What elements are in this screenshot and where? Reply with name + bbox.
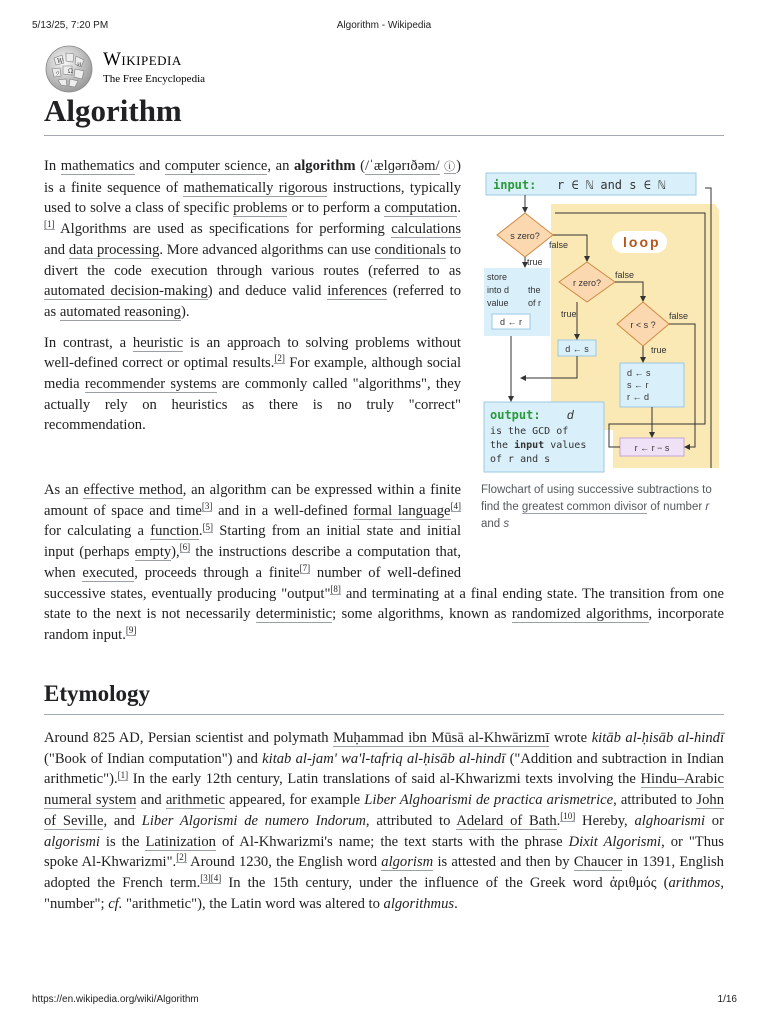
wikipedia-globe-logo[interactable] — [44, 44, 94, 94]
swap-line-1: d ← s — [627, 368, 651, 378]
true-label-1: true — [527, 257, 543, 267]
swap-line-3: r ← d — [627, 392, 650, 402]
link-randomized-algorithms[interactable]: randomized algorithms — [511, 606, 649, 623]
cite-7[interactable]: [7] — [299, 562, 311, 573]
title-divider — [44, 135, 724, 136]
cite-9[interactable]: [9] — [125, 625, 137, 636]
link-function[interactable]: function — [150, 523, 199, 540]
store-line-2: into d — [487, 285, 510, 295]
print-doc-title: Algorithm - Wikipedia — [336, 20, 432, 31]
etymology-divider — [44, 714, 724, 715]
false-label-2: false — [615, 270, 635, 280]
cite-2[interactable]: [2] — [274, 353, 285, 364]
link-arithmetic[interactable]: arithmetic — [165, 792, 225, 809]
flowchart-caption: Flowchart of using successive subtractions to find the greatest common divisor of number r and s — [481, 484, 712, 530]
svg-text:И: И — [77, 62, 82, 68]
cite-8[interactable]: [8] — [330, 583, 341, 594]
link-hindu-arabic-numeral-system[interactable]: Hindu–Arabic numeral system — [44, 771, 724, 809]
link-pronunciation[interactable]: /ˈælɡərɪðəm/ — [365, 158, 440, 174]
figure-spacer — [461, 480, 724, 563]
link-algorism[interactable]: algorism — [381, 854, 434, 871]
true-label-2: true — [561, 309, 577, 319]
link-conditionals[interactable]: conditionals — [374, 241, 446, 258]
output-line-4: of r and s — [490, 454, 551, 465]
r-minus-s-label: r ← r − s — [634, 443, 670, 453]
store-line-3: value — [487, 298, 509, 308]
cite-5[interactable]: [5] — [202, 521, 214, 532]
cite-3[interactable]: [3] — [201, 500, 213, 511]
print-page-number: 1/16 — [717, 994, 737, 1005]
page-title: Algorithm — [44, 93, 182, 128]
cite-ety-2[interactable]: [2] — [176, 852, 187, 863]
gcd-flowchart — [481, 168, 721, 473]
swap-line-2: s ← r — [627, 380, 649, 390]
output-line-3: the input values — [490, 440, 587, 451]
wikipedia-wordmark[interactable]: Wikipedia — [103, 49, 182, 70]
link-heuristic[interactable]: heuristic — [132, 334, 184, 351]
print-datetime: 5/13/25, 7:20 PM — [32, 20, 109, 31]
link-data-processing[interactable]: data processing — [68, 241, 160, 258]
input-condition: r ∈ ℕ and s ∈ ℕ — [557, 178, 666, 192]
flowchart-figure — [481, 168, 721, 533]
link-empty[interactable]: empty — [134, 544, 172, 561]
cite-ety-3[interactable]: [3] — [200, 873, 211, 884]
link-adelard-of-bath[interactable]: Adelard of Bath — [456, 812, 557, 829]
svg-text:Ω: Ω — [68, 68, 73, 75]
link-al-khwarizmi[interactable]: Muḥammad ibn Mūsā al-Khwārizmī — [333, 730, 550, 746]
svg-text:ウ: ウ — [55, 71, 61, 77]
false-label-1: false — [549, 240, 569, 250]
store-of-r: of r — [528, 298, 542, 308]
etymology-paragraph: Around 825 AD, Persian scientist and polymath Muḥammad ibn Mūsā al-Khwārizmī wrote kitāb al-ḥisāb al-hindī ("Book of Indian computation") and kitab al-jam' wa'l-tafriq al-ḥisāb al-hindī ("Addition and subtraction in Indian arithmetic").[1] In the early 12th century, Latin translations of said al-Khwarizmi texts involving the Hindu–Arabic numeral system and arithmetic appeared, for example Liber Alghoarismi de practica arismetrice, attributed to John of Seville, and Liber Algorismi de numero Indorum, attributed to Adelard of Bath.[10] Hereby, alghoarismi or algorismi is the Latinization of Al-Khwarizmi's name; the text starts with the phrase Dixit Algorismi, or "Thus spoke Al-Khwarizmi".[2] Around 1230, the English word algorism is attested and then by Chaucer in 1391, English adopted the French term.[3][4] In the 15th century, under the influence of the Greek word ἀριθμός (arithmos, "number"; cf. "arithmetic"), the Latin word was altered to algorithmus. — [44, 730, 725, 912]
link-automated-decision-making[interactable]: automated decision-making — [44, 283, 208, 300]
link-latinization[interactable]: Latinization — [145, 833, 216, 850]
cite-1[interactable]: [1] — [44, 219, 55, 230]
d-r-label: d ← r — [499, 317, 523, 327]
link-effective-method[interactable]: effective method — [83, 482, 183, 498]
r-lt-s-label: r < s ? — [630, 320, 656, 330]
cite-ety-4[interactable]: [4] — [210, 873, 222, 884]
etymology-heading: Etymology — [44, 681, 151, 706]
false-label-3: false — [669, 311, 689, 321]
s-zero-label: s zero? — [510, 231, 540, 241]
link-formal-language[interactable]: formal language — [353, 502, 451, 519]
output-line-2: is the GCD of — [490, 426, 569, 437]
link-john-of-seville[interactable]: John of Seville — [44, 792, 724, 829]
r-zero-label: r zero? — [572, 278, 602, 288]
link-greatest-common-divisor[interactable]: greatest common divisor — [521, 501, 648, 513]
heuristic-paragraph: In contrast, a heuristic is an approach to solving problems without well-defined correct or optimal results.[2] For example, although social media recommender systems are commonly called "algorithms", they actually rely on heuristics as there is no truly "correct" recommendation. — [44, 334, 461, 434]
link-calculations[interactable]: calculations — [391, 221, 461, 238]
link-chaucer[interactable]: Chaucer — [573, 854, 623, 871]
audio-listen-icon[interactable]: ⓘ — [444, 161, 457, 173]
link-mathematics[interactable]: mathematics — [60, 158, 135, 174]
cite-4[interactable]: [4] — [450, 500, 461, 511]
wikipedia-tagline: The Free Encyclopedia — [103, 73, 206, 85]
true-label-3: true — [651, 345, 667, 355]
input-keyword: input: — [493, 178, 537, 192]
link-executed[interactable]: executed — [82, 564, 135, 581]
loop-label: loop — [623, 234, 661, 250]
cite-ety-1[interactable]: [1] — [117, 769, 129, 780]
store-the: the — [528, 285, 541, 295]
cite-ety-10[interactable]: [10] — [560, 810, 576, 821]
link-automated-reasoning[interactable]: automated reasoning — [59, 303, 181, 320]
svg-text:W: W — [57, 58, 64, 65]
link-mathematically-rigorous[interactable]: mathematically rigorous — [183, 179, 328, 196]
link-problems[interactable]: problems — [233, 200, 288, 217]
cite-6[interactable]: [6] — [179, 542, 191, 553]
link-computer-science[interactable]: computer science — [164, 158, 268, 174]
print-url: https://en.wikipedia.org/wiki/Algorithm — [32, 994, 199, 1005]
effective-method-paragraph: As an effective method, an algorithm can be expressed within a finite amount of space and time[3] and in a well-defined formal language[4] for calculating a function.[5] Starting from an initial state and initial input (perhaps empty),[6] the instructions describe a computation that, when executed, proceeds through a finite[7] number of well-defined successive states, eventually producing "output"[8] and terminating at a final ending state. The transition from one state to the next is not necessarily deterministic; some algorithms, known as randomized algorithms, incorporate random input.[9] — [44, 482, 724, 643]
output-var: d — [567, 408, 574, 422]
link-recommender-systems[interactable]: recommender systems — [84, 376, 217, 393]
link-computation[interactable]: computation — [384, 200, 458, 217]
link-deterministic[interactable]: deterministic — [255, 606, 333, 623]
link-inferences[interactable]: inferences — [327, 283, 388, 300]
output-keyword: output: — [490, 408, 541, 422]
d-s-label: d ← s — [565, 344, 589, 354]
intro-paragraph: In mathematics and computer science, an algorithm (/ˈælɡərɪðəm/ ⓘ) is a finite sequence of mathematically rigorous instructions, typically used to solve a class of specific problems or to perform a computation.[1] Algorithms are used as specifications for performing calculations and data processing. More advanced algorithms can use conditionals to divert the code execution through various routes (referred to as automated decision-making) and deduce valid inferences (referred to as automated reasoning). — [44, 158, 462, 320]
store-line-1: store — [487, 272, 508, 282]
